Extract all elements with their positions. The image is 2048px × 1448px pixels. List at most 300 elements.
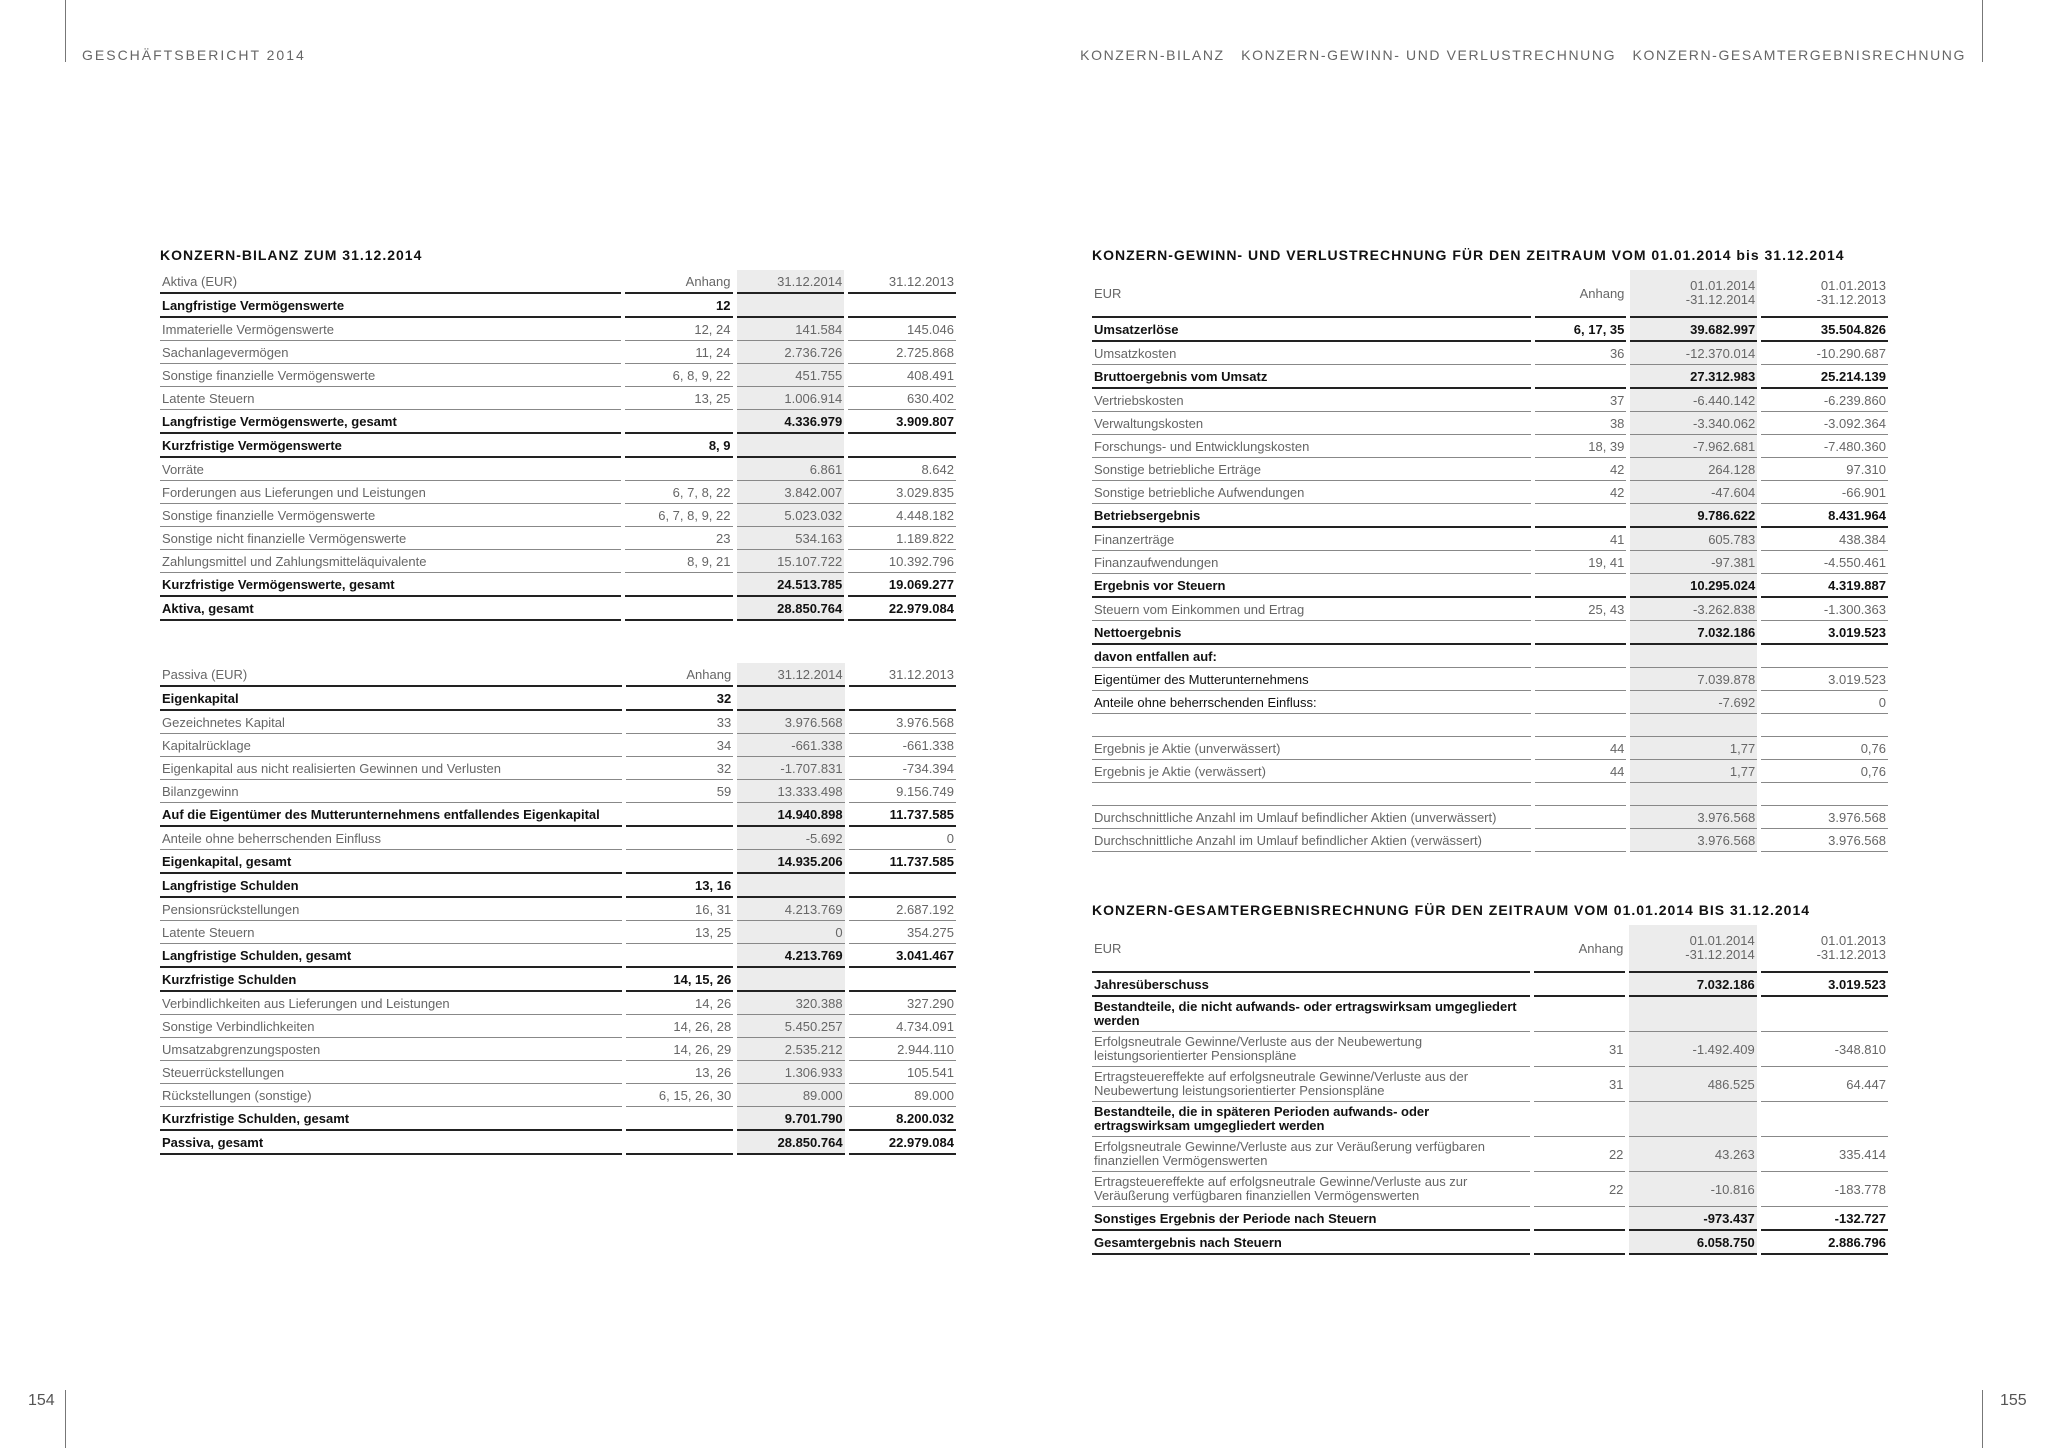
row-anhang	[626, 1107, 734, 1131]
row-value-current: 5.450.257	[737, 1015, 844, 1038]
row-value-current	[737, 294, 845, 318]
row-value-current: 141.584	[737, 318, 845, 341]
row-anhang: 32	[626, 687, 734, 711]
row-label: Sonstiges Ergebnis der Periode nach Steuern	[1092, 1207, 1530, 1231]
row-label: Betriebsergebnis	[1092, 504, 1531, 528]
row-value-prior: 8.642	[848, 458, 956, 481]
row-label: Umsatzerlöse	[1092, 318, 1531, 342]
row-anhang: 13, 25	[625, 387, 733, 410]
table-row	[160, 294, 956, 318]
row-label: Gesamtergebnis nach Steuern	[1092, 1231, 1530, 1255]
row-value-prior	[1761, 645, 1888, 668]
table-row	[160, 434, 956, 458]
bilanz-section	[160, 245, 960, 1155]
row-anhang: 42	[1535, 458, 1626, 481]
row-anhang: 6, 7, 8, 9, 22	[625, 504, 733, 527]
row-value-current: 14.935.206	[737, 850, 844, 874]
row-value-current: -5.692	[737, 827, 844, 850]
row-value-current: 4.213.769	[737, 898, 844, 921]
row-label: Kurzfristige Vermögenswerte, gesamt	[160, 573, 621, 597]
row-anhang	[1535, 783, 1626, 806]
row-label: Auf die Eigentümer des Mutterunternehmens entfallendes Eigenkapital	[160, 803, 622, 827]
row-anhang: 6, 7, 8, 22	[625, 481, 733, 504]
table-row	[1092, 714, 1888, 737]
gesamt-table	[1088, 925, 1892, 1255]
row-value-current: 3.976.568	[737, 711, 844, 734]
column-header: EUR	[1092, 925, 1530, 973]
row-anhang: 18, 39	[1535, 435, 1626, 458]
row-label: Passiva, gesamt	[160, 1131, 622, 1155]
page-number-right: 155	[2000, 1392, 2027, 1409]
row-label: Bestandteile, die in späteren Perioden aufwands- oder ertragswirksam umgegliedert werden	[1092, 1102, 1530, 1137]
row-label: Latente Steuern	[160, 921, 622, 944]
row-value-prior: 335.414	[1761, 1137, 1888, 1172]
row-value-prior	[849, 968, 956, 992]
row-value-prior: 19.069.277	[848, 573, 956, 597]
row-anhang	[1535, 504, 1626, 528]
row-label: Sonstige betriebliche Aufwendungen	[1092, 481, 1531, 504]
row-value-prior	[1761, 714, 1888, 737]
row-anhang: 31	[1534, 1032, 1625, 1067]
row-value-prior: -10.290.687	[1761, 342, 1888, 365]
row-value-prior: -734.394	[849, 757, 956, 780]
row-value-prior: 11.737.585	[849, 850, 956, 874]
row-value-current: 6.058.750	[1629, 1231, 1756, 1255]
row-value-current: 14.940.898	[737, 803, 844, 827]
row-anhang: 13, 26	[626, 1061, 734, 1084]
row-value-current: 3.976.568	[1630, 829, 1757, 852]
column-header: 01.01.2013 -31.12.2013	[1761, 925, 1888, 973]
row-anhang: 33	[626, 711, 734, 734]
gesamt-section	[1092, 900, 1892, 1255]
row-anhang: 59	[626, 780, 734, 803]
column-header: Aktiva (EUR)	[160, 270, 621, 294]
row-value-current: 1,77	[1630, 737, 1757, 760]
table-row	[1092, 342, 1888, 365]
row-value-current: -3.262.838	[1630, 598, 1757, 621]
table-row	[1092, 760, 1888, 783]
row-label: Latente Steuern	[160, 387, 621, 410]
row-value-prior: 327.290	[849, 992, 956, 1015]
table-row	[1092, 365, 1888, 389]
table-row	[160, 757, 956, 780]
table-row	[160, 1084, 956, 1107]
row-value-prior: 3.976.568	[849, 711, 956, 734]
row-value-prior: -183.778	[1761, 1172, 1888, 1207]
row-value-prior: 438.384	[1761, 528, 1888, 551]
guv-table	[1088, 270, 1892, 852]
table-row	[160, 597, 956, 621]
row-anhang: 41	[1535, 528, 1626, 551]
row-label: Bestandteile, die nicht aufwands- oder ertragswirksam umgegliedert werden	[1092, 997, 1530, 1032]
table-row	[1092, 1172, 1888, 1207]
table-row	[160, 1061, 956, 1084]
row-value-current: 486.525	[1629, 1067, 1756, 1102]
table-header-row	[1092, 270, 1888, 318]
row-value-prior: -3.092.364	[1761, 412, 1888, 435]
row-anhang	[1535, 365, 1626, 389]
row-value-prior: 2.687.192	[849, 898, 956, 921]
row-anhang: 22	[1534, 1172, 1625, 1207]
row-anhang: 44	[1535, 760, 1626, 783]
row-value-current: 3.976.568	[1630, 806, 1757, 829]
row-value-current: 28.850.764	[737, 1131, 844, 1155]
row-value-current: -1.492.409	[1629, 1032, 1756, 1067]
row-value-prior: 145.046	[848, 318, 956, 341]
row-label: Forderungen aus Lieferungen und Leistungen	[160, 481, 621, 504]
table-row	[160, 341, 956, 364]
row-anhang: 44	[1535, 737, 1626, 760]
row-anhang	[1535, 645, 1626, 668]
row-value-current: 15.107.722	[737, 550, 845, 573]
table-row	[1092, 435, 1888, 458]
row-anhang	[1535, 621, 1626, 645]
table-row	[160, 921, 956, 944]
row-value-prior: 64.447	[1761, 1067, 1888, 1102]
row-anhang	[626, 850, 734, 874]
row-anhang	[1535, 574, 1626, 598]
row-value-prior	[849, 874, 956, 898]
row-value-prior: 9.156.749	[849, 780, 956, 803]
row-value-prior: -132.727	[1761, 1207, 1888, 1231]
table-row	[160, 827, 956, 850]
row-label: Ertragsteuereffekte auf erfolgsneutrale Gewinne/Verluste aus zur Veräußerung verfügbaren finanziellen Vermögenswerten	[1092, 1172, 1530, 1207]
row-value-prior: 0	[849, 827, 956, 850]
row-value-current	[737, 434, 845, 458]
row-value-prior: -1.300.363	[1761, 598, 1888, 621]
row-value-current: 7.032.186	[1630, 621, 1757, 645]
row-value-prior: 89.000	[849, 1084, 956, 1107]
row-value-current: 264.128	[1630, 458, 1757, 481]
row-value-prior: 3.019.523	[1761, 973, 1888, 997]
row-value-current	[1630, 783, 1757, 806]
column-header: 01.01.2014 -31.12.2014	[1630, 270, 1757, 318]
table-header-row	[1092, 925, 1888, 973]
row-label: Sonstige Verbindlichkeiten	[160, 1015, 622, 1038]
row-label: Vorräte	[160, 458, 621, 481]
row-value-prior: 2.725.868	[848, 341, 956, 364]
table-row	[1092, 997, 1888, 1032]
row-anhang: 38	[1535, 412, 1626, 435]
row-value-current: 1,77	[1630, 760, 1757, 783]
row-label: Sonstige nicht finanzielle Vermögenswerte	[160, 527, 621, 550]
row-label: Ergebnis je Aktie (unverwässert)	[1092, 737, 1531, 760]
row-label: Erfolgsneutrale Gewinne/Verluste aus der Neubewertung leistungsorientierter Pensionspläne	[1092, 1032, 1530, 1067]
row-anhang	[1535, 829, 1626, 852]
row-value-prior: 4.319.887	[1761, 574, 1888, 598]
row-label: Anteile ohne beherrschenden Einfluss:	[1092, 691, 1531, 714]
row-label	[1092, 714, 1531, 737]
row-value-current	[737, 874, 844, 898]
row-label: Langfristige Schulden	[160, 874, 622, 898]
row-value-current: 10.295.024	[1630, 574, 1757, 598]
column-header: Anhang	[1535, 270, 1626, 318]
page-border-left-bottom	[65, 1390, 66, 1448]
page-border-left-top	[65, 0, 66, 62]
row-value-prior: 4.734.091	[849, 1015, 956, 1038]
row-value-prior	[1761, 997, 1888, 1032]
row-value-current: 39.682.997	[1630, 318, 1757, 342]
row-value-current: 1.006.914	[737, 387, 845, 410]
row-value-current: 24.513.785	[737, 573, 845, 597]
table-row	[1092, 1137, 1888, 1172]
column-header: EUR	[1092, 270, 1531, 318]
row-anhang	[1535, 668, 1626, 691]
table-row	[1092, 1067, 1888, 1102]
row-label: Langfristige Vermögenswerte	[160, 294, 621, 318]
row-value-current	[1630, 645, 1757, 668]
row-value-prior: 11.737.585	[849, 803, 956, 827]
table-row	[1092, 458, 1888, 481]
row-anhang: 14, 26, 29	[626, 1038, 734, 1061]
row-label: Eigenkapital	[160, 687, 622, 711]
table-row	[1092, 621, 1888, 645]
row-anhang	[1534, 973, 1625, 997]
row-anhang: 14, 15, 26	[626, 968, 734, 992]
row-value-prior: 35.504.826	[1761, 318, 1888, 342]
row-anhang: 31	[1534, 1067, 1625, 1102]
row-value-prior: 10.392.796	[848, 550, 956, 573]
row-value-current: 7.039.878	[1630, 668, 1757, 691]
row-label: Erfolgsneutrale Gewinne/Verluste aus zur Veräußerung verfügbaren finanziellen Vermögenswerten	[1092, 1137, 1530, 1172]
row-value-prior: 0,76	[1761, 760, 1888, 783]
table-row	[1092, 528, 1888, 551]
row-value-prior: 3.909.807	[848, 410, 956, 434]
table-row	[160, 573, 956, 597]
row-label	[1092, 783, 1531, 806]
row-label: Steuern vom Einkommen und Ertrag	[1092, 598, 1531, 621]
row-label: Kurzfristige Schulden, gesamt	[160, 1107, 622, 1131]
table-row	[160, 780, 956, 803]
row-anhang: 37	[1535, 389, 1626, 412]
row-anhang	[1534, 1231, 1625, 1255]
row-value-current	[737, 687, 844, 711]
row-value-prior: 8.431.964	[1761, 504, 1888, 528]
row-value-current: 28.850.764	[737, 597, 845, 621]
row-label: Eigentümer des Mutterunternehmens	[1092, 668, 1531, 691]
column-header: Anhang	[626, 663, 734, 687]
row-label: Langfristige Schulden, gesamt	[160, 944, 622, 968]
row-label: Zahlungsmittel und Zahlungsmitteläquivalente	[160, 550, 621, 573]
column-header: Passiva (EUR)	[160, 663, 622, 687]
table-row	[160, 992, 956, 1015]
row-anhang: 36	[1535, 342, 1626, 365]
table-row	[160, 968, 956, 992]
table-row	[160, 504, 956, 527]
row-value-current: 4.213.769	[737, 944, 844, 968]
row-value-current: -3.340.062	[1630, 412, 1757, 435]
row-value-prior: 22.979.084	[848, 597, 956, 621]
row-label: Eigenkapital aus nicht realisierten Gewinnen und Verlusten	[160, 757, 622, 780]
row-anhang: 14, 26	[626, 992, 734, 1015]
row-value-prior: 0,76	[1761, 737, 1888, 760]
row-anhang	[1535, 691, 1626, 714]
table-row	[160, 850, 956, 874]
row-value-current: -7.962.681	[1630, 435, 1757, 458]
table-row	[160, 527, 956, 550]
row-value-current: 605.783	[1630, 528, 1757, 551]
table-row	[1092, 973, 1888, 997]
row-anhang: 8, 9, 21	[625, 550, 733, 573]
row-label: Steuerrückstellungen	[160, 1061, 622, 1084]
row-anhang: 34	[626, 734, 734, 757]
table-row	[160, 803, 956, 827]
row-value-current	[1629, 1102, 1756, 1137]
column-header: 01.01.2014 -31.12.2014	[1629, 925, 1756, 973]
table-row	[1092, 574, 1888, 598]
row-value-current	[737, 968, 844, 992]
column-header: 31.12.2013	[848, 270, 956, 294]
row-value-prior: 3.029.835	[848, 481, 956, 504]
guv-title: KONZERN-GEWINN- UND VERLUSTRECHNUNG FÜR DEN ZEITRAUM VOM 01.01.2014 bis 31.12.2014	[1092, 247, 1845, 263]
bilanz-title: KONZERN-BILANZ ZUM 31.12.2014	[160, 247, 423, 263]
row-anhang: 23	[625, 527, 733, 550]
table-row	[160, 481, 956, 504]
row-anhang: 6, 17, 35	[1535, 318, 1626, 342]
row-label: Vertriebskosten	[1092, 389, 1531, 412]
table-row	[1092, 737, 1888, 760]
table-row	[1092, 1032, 1888, 1067]
row-label: Durchschnittliche Anzahl im Umlauf befindlicher Aktien (unverwässert)	[1092, 806, 1531, 829]
row-anhang	[1535, 714, 1626, 737]
row-anhang: 32	[626, 757, 734, 780]
table-row	[1092, 645, 1888, 668]
row-anhang	[625, 573, 733, 597]
row-anhang: 13, 16	[626, 874, 734, 898]
table-row	[160, 711, 956, 734]
row-value-prior: 3.976.568	[1761, 829, 1888, 852]
row-anhang: 13, 25	[626, 921, 734, 944]
row-value-prior	[848, 434, 956, 458]
row-label: Eigenkapital, gesamt	[160, 850, 622, 874]
table-row	[1092, 551, 1888, 574]
aktiva-table	[156, 270, 960, 621]
row-value-prior: 0	[1761, 691, 1888, 714]
row-label: Rückstellungen (sonstige)	[160, 1084, 622, 1107]
table-header-row	[160, 270, 956, 294]
table-row	[1092, 806, 1888, 829]
table-row	[1092, 481, 1888, 504]
row-label: Kurzfristige Schulden	[160, 968, 622, 992]
table-row	[1092, 504, 1888, 528]
table-row	[160, 1038, 956, 1061]
row-value-prior: 1.189.822	[848, 527, 956, 550]
row-value-current: 5.023.032	[737, 504, 845, 527]
table-row	[160, 1107, 956, 1131]
row-anhang	[1534, 997, 1625, 1032]
row-label: Anteile ohne beherrschenden Einfluss	[160, 827, 622, 850]
row-label: Finanzaufwendungen	[1092, 551, 1531, 574]
column-header: 01.01.2013 -31.12.2013	[1761, 270, 1888, 318]
guv-section	[1092, 245, 1892, 852]
column-header: Anhang	[625, 270, 733, 294]
row-value-current: -12.370.014	[1630, 342, 1757, 365]
row-value-prior: -661.338	[849, 734, 956, 757]
table-row	[160, 458, 956, 481]
table-row	[160, 410, 956, 434]
table-row	[1092, 598, 1888, 621]
row-value-prior: -66.901	[1761, 481, 1888, 504]
table-row	[160, 318, 956, 341]
row-anhang: 19, 41	[1535, 551, 1626, 574]
row-anhang: 12	[625, 294, 733, 318]
gesamt-title: KONZERN-GESAMTERGEBNISRECHNUNG FÜR DEN ZEITRAUM VOM 01.01.2014 BIS 31.12.2014	[1092, 902, 1811, 918]
row-value-current: 0	[737, 921, 844, 944]
row-label: Aktiva, gesamt	[160, 597, 621, 621]
row-label: Bilanzgewinn	[160, 780, 622, 803]
row-anhang: 16, 31	[626, 898, 734, 921]
row-value-current: 7.032.186	[1629, 973, 1756, 997]
row-value-prior	[849, 687, 956, 711]
row-anhang: 8, 9	[625, 434, 733, 458]
row-value-current: -6.440.142	[1630, 389, 1757, 412]
row-anhang	[626, 827, 734, 850]
row-value-current: 27.312.983	[1630, 365, 1757, 389]
table-row	[160, 734, 956, 757]
table-row	[160, 1015, 956, 1038]
row-value-prior: 3.019.523	[1761, 621, 1888, 645]
row-anhang: 14, 26, 28	[626, 1015, 734, 1038]
row-value-prior: 2.886.796	[1761, 1231, 1888, 1255]
row-anhang	[1535, 806, 1626, 829]
row-anhang	[1534, 1102, 1625, 1137]
table-row	[1092, 1207, 1888, 1231]
row-label: Finanzerträge	[1092, 528, 1531, 551]
header-section-titles: KONZERN-BILANZ KONZERN-GEWINN- UND VERLUSTRECHNUNG KONZERN-GESAMTERGEBNISRECHNUNG	[1080, 47, 1966, 63]
row-label: Forschungs- und Entwicklungskosten	[1092, 435, 1531, 458]
row-value-prior: 630.402	[848, 387, 956, 410]
row-anhang: 11, 24	[625, 341, 733, 364]
row-value-prior: 25.214.139	[1761, 365, 1888, 389]
row-label: Verwaltungskosten	[1092, 412, 1531, 435]
table-row	[1092, 412, 1888, 435]
row-label: Sonstige betriebliche Erträge	[1092, 458, 1531, 481]
row-value-prior: 3.976.568	[1761, 806, 1888, 829]
row-label: davon entfallen auf:	[1092, 645, 1531, 668]
row-value-current: 43.263	[1629, 1137, 1756, 1172]
row-label: Sachanlagevermögen	[160, 341, 621, 364]
row-value-current: 9.701.790	[737, 1107, 844, 1131]
row-label: Sonstige finanzielle Vermögenswerte	[160, 364, 621, 387]
table-row	[160, 1131, 956, 1155]
row-anhang: 12, 24	[625, 318, 733, 341]
row-value-prior: 2.944.110	[849, 1038, 956, 1061]
row-anhang	[626, 1131, 734, 1155]
row-anhang	[625, 597, 733, 621]
row-value-prior: 105.541	[849, 1061, 956, 1084]
row-label: Umsatzabgrenzungsposten	[160, 1038, 622, 1061]
column-header: 31.12.2014	[737, 270, 845, 294]
row-label: Kurzfristige Vermögenswerte	[160, 434, 621, 458]
table-row	[160, 687, 956, 711]
row-value-current: 1.306.933	[737, 1061, 844, 1084]
row-label: Pensionsrückstellungen	[160, 898, 622, 921]
row-label: Ertragsteuereffekte auf erfolgsneutrale Gewinne/Verluste aus der Neubewertung leistungsorientierter Pensionspläne	[1092, 1067, 1530, 1102]
row-anhang	[626, 803, 734, 827]
row-value-prior: -6.239.860	[1761, 389, 1888, 412]
table-row	[1092, 668, 1888, 691]
row-label: Nettoergebnis	[1092, 621, 1531, 645]
row-label: Langfristige Vermögenswerte, gesamt	[160, 410, 621, 434]
row-value-current	[1630, 714, 1757, 737]
row-label: Sonstige finanzielle Vermögenswerte	[160, 504, 621, 527]
table-row	[1092, 389, 1888, 412]
row-value-current: 4.336.979	[737, 410, 845, 434]
row-value-current: -10.816	[1629, 1172, 1756, 1207]
row-value-prior: 354.275	[849, 921, 956, 944]
row-anhang: 42	[1535, 481, 1626, 504]
table-row	[1092, 829, 1888, 852]
